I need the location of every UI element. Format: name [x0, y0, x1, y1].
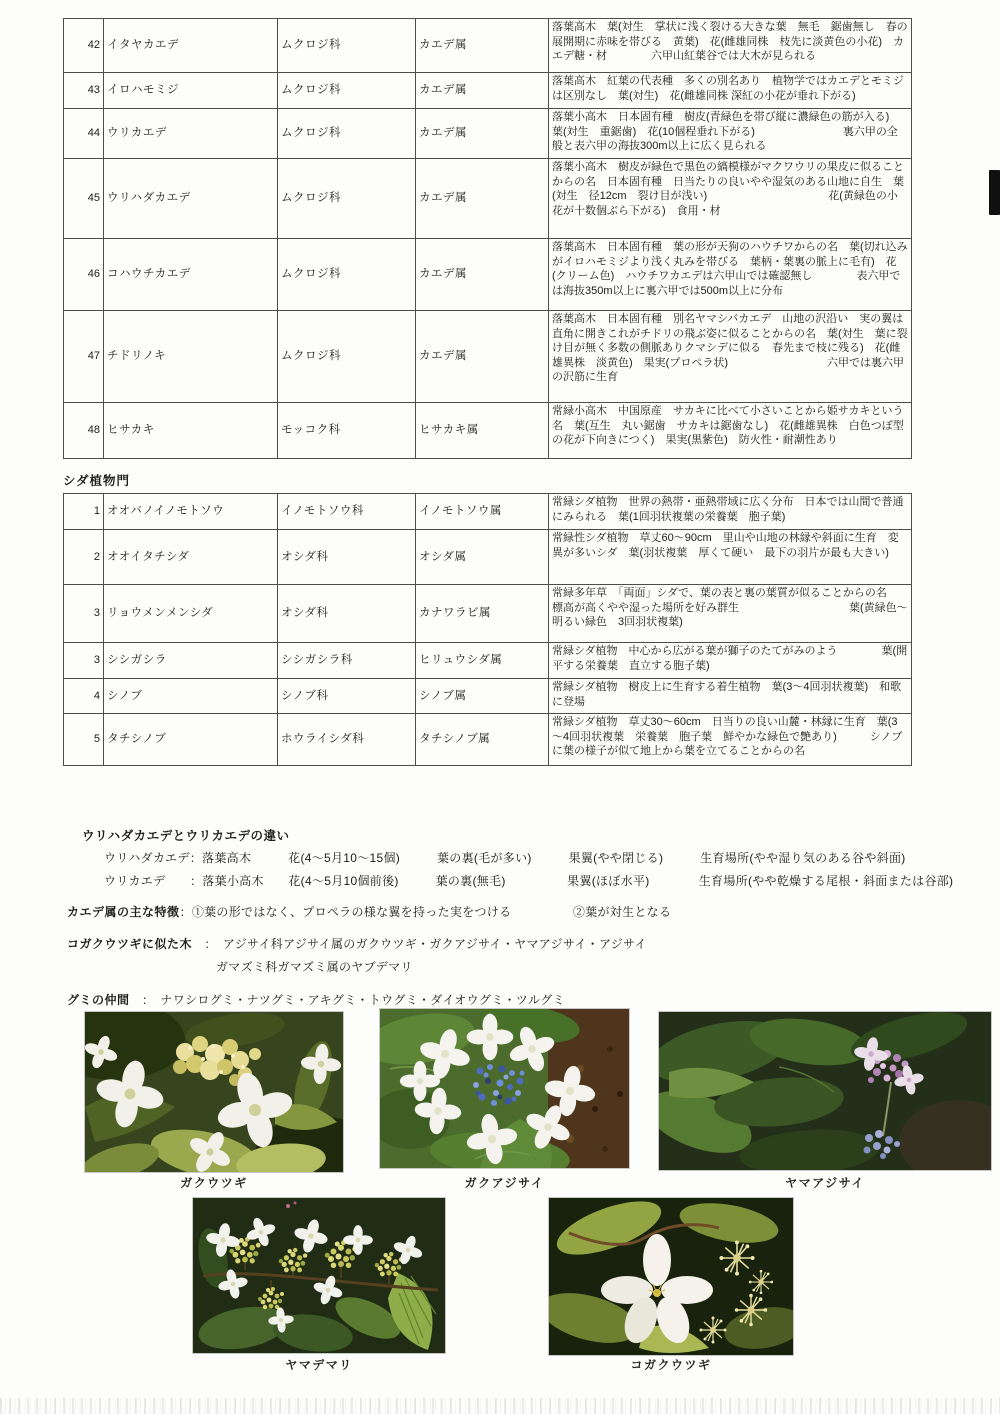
- note-kogakuutsugi-similar: [67, 935, 647, 952]
- cell-no: 43: [64, 73, 104, 109]
- cell-genus: ヒリュウシダ属: [416, 643, 549, 679]
- photo-gakuutsugi: [85, 1012, 343, 1172]
- note-kaede-text: ：①葉の形ではなく、プロペラの様な翼を持った実をつける ②葉が対生となる: [179, 905, 672, 919]
- cell-genus: ヒサカキ属: [416, 403, 549, 459]
- caption-kogakuutsugi: コガクウツギ: [630, 1358, 712, 1372]
- cell-no: 46: [64, 239, 104, 311]
- cell-name: シシガシラ: [104, 643, 278, 679]
- cell-desc: 落葉高木 紅葉の代表種 多くの別名あり 植物学ではカエデとモミジは区別なし 葉(対生) 花(雌雄同株 深紅の小花が垂れ下がる): [549, 73, 912, 109]
- cell-family: モッコク科: [278, 403, 416, 459]
- photo-yamaajisai: [659, 1012, 991, 1170]
- cell-no: 42: [64, 19, 104, 73]
- cell-name: オオバノイノモトソウ: [104, 494, 278, 530]
- caption-yamademari: ヤマデマリ: [285, 1358, 353, 1372]
- scan-artifact-mark: [989, 170, 1000, 215]
- cell-no: 2: [64, 530, 104, 585]
- cell-family: ムクロジ科: [278, 109, 416, 159]
- cell-desc: 落葉高木 葉(対生 掌状に浅く裂ける大きな葉 無毛 鋸歯無し 春の展開期に赤味を帯びる 黄葉) 花(雌雄同株 枝先に淡黄色の小花) カエデ糖・材 六甲山紅葉谷では大木が見られる: [549, 19, 912, 73]
- cell-name: オオイタチシダ: [104, 530, 278, 585]
- cell-no: 1: [64, 494, 104, 530]
- note-gumi-text: ： ナワシログミ・ナツグミ・アキグミ・トウグミ・ダイオウグミ・ツルグミ: [129, 993, 565, 1007]
- fern-table: [63, 493, 912, 766]
- table-row: [64, 73, 912, 109]
- table-row: [64, 679, 912, 714]
- cell-desc: 落葉高木 日本固有種 別名ヤマシバカエデ 山地の沢沿い 実の翼は直角に開きこれがチドリの飛ぶ姿に似ることからの名 葉(対生 葉に裂け目が無く多数の側脈ありクマシデに似る 春先まで枝に残る) 花(雌雄異株 淡黄色) 果実(プロペラ状) 六甲では裏六甲の沢筋に生育: [549, 311, 912, 403]
- cell-name: イタヤカエデ: [104, 19, 278, 73]
- table-row: [64, 530, 912, 585]
- cell-no: 47: [64, 311, 104, 403]
- table-row: [64, 403, 912, 459]
- caption-yamaajisai: ヤマアジサイ: [785, 1176, 865, 1190]
- cell-genus: カナワラビ属: [416, 585, 549, 643]
- cell-desc: 落葉小高木 樹皮が緑色で黒色の縞模様がマクワウリの果皮に似ることからの名 日本固有種 日当たりの良いやや湿気のある山地に自生 葉(対生 径12cm 裂け目が浅い) 花(黄緑色の小花が十数個ぶら下がる) 食用・材: [549, 159, 912, 239]
- cell-name: イロハモミジ: [104, 73, 278, 109]
- table-row: [64, 109, 912, 159]
- cell-genus: カエデ属: [416, 73, 549, 109]
- cell-no: 4: [64, 679, 104, 714]
- table-row: [64, 19, 912, 73]
- cell-desc: 常緑シダ植物 中心から広がる葉が獅子のたてがみのよう 葉(開平する栄養葉 直立する胞子葉): [549, 643, 912, 679]
- cell-desc: 常緑多年草 「両面」シダで、葉の表と裏の葉質が似ることからの名 標高が高くやや湿った場所を好み群生 葉(黄緑色～明るい緑色 3回羽状複葉): [549, 585, 912, 643]
- cell-name: ウリハダカエデ: [104, 159, 278, 239]
- cell-genus: カエデ属: [416, 311, 549, 403]
- cell-no: 5: [64, 714, 104, 766]
- cell-name: シノブ: [104, 679, 278, 714]
- tree-table: [63, 18, 912, 459]
- note-gumi-group: [67, 991, 565, 1008]
- scan-noise-band: [0, 1398, 1000, 1414]
- caption-gakuajisai: ガクアジサイ: [464, 1176, 545, 1190]
- cell-genus: タチシノブ属: [416, 714, 549, 766]
- cell-name: チドリノキ: [104, 311, 278, 403]
- cell-family: ムクロジ科: [278, 159, 416, 239]
- cell-desc: 常緑シダ植物 世界の熱帯・亜熱帯域に広く分布 日本では山間で普通にみられる 葉(1回羽状複葉の栄養葉 胞子葉): [549, 494, 912, 530]
- cell-family: ムクロジ科: [278, 73, 416, 109]
- note-gumi-label: グミの仲間: [67, 993, 130, 1007]
- cell-no: 48: [64, 403, 104, 459]
- cell-no: 3: [64, 643, 104, 679]
- cell-name: リョウメンメンシダ: [104, 585, 278, 643]
- note-diff-line-urihadakaede: ウリハダカエデ：落葉高木 花(4～5月10～15個) 葉の裏(毛が多い) 果翼(やや閉じる) 生育場所(やや湿り気のある谷や斜面): [104, 851, 906, 865]
- cell-family: オシダ科: [278, 530, 416, 585]
- cell-family: シシガシラ科: [278, 643, 416, 679]
- table-row: [64, 159, 912, 239]
- cell-name: タチシノブ: [104, 714, 278, 766]
- cell-family: シノブ科: [278, 679, 416, 714]
- cell-no: 44: [64, 109, 104, 159]
- note-kaede-label: カエデ属の主な特徴: [67, 905, 180, 919]
- note-kogaku-line2: ガマズミ科ガマズミ属のヤブデマリ: [216, 960, 413, 974]
- note-kogaku-label: コガクウツギに似た木: [67, 937, 193, 951]
- photo-yamademari: [193, 1198, 445, 1353]
- table-row: [64, 239, 912, 311]
- note-diff-line-urikaede: ウリカエデ ：落葉小高木 花(4～5月10個前後) 葉の裏(無毛) 果翼(ほぼ水平) 生育場所(やや乾燥する尾根・斜面または谷部): [104, 874, 954, 888]
- cell-family: ムクロジ科: [278, 311, 416, 403]
- note-kogaku-text: ： アジサイ科アジサイ属のガクウツギ・ガクアジサイ・ヤマアジサイ・アジサイ: [192, 937, 647, 951]
- note-kaede-features: [67, 903, 671, 920]
- cell-name: ヒサカキ: [104, 403, 278, 459]
- cell-name: ウリカエデ: [104, 109, 278, 159]
- note-diff-heading: ウリハダカエデとウリカエデの違い: [82, 829, 290, 843]
- cell-family: ムクロジ科: [278, 19, 416, 73]
- cell-name: コハウチカエデ: [104, 239, 278, 311]
- cell-desc: 常緑シダ植物 草丈30～60cm 日当りの良い山麓・林縁に生育 葉(3～4回羽状複葉 栄養葉 胞子葉 鮮やかな緑色で艶あり) シノブに葉の様子が似て地上から葉を立てることからの名: [549, 714, 912, 766]
- cell-genus: カエデ属: [416, 159, 549, 239]
- cell-desc: 常緑シダ植物 樹皮上に生育する着生植物 葉(3～4回羽状複葉) 和歌に登場: [549, 679, 912, 714]
- cell-family: オシダ科: [278, 585, 416, 643]
- cell-desc: 落葉高木 日本固有種 葉の形が天狗のハウチワからの名 葉(切れ込みがイロハモミジより浅く丸みを帯びる 葉柄・葉裏の脈上に毛有) 花(クリーム色) ハウチワカエデは六甲山では確認無し 表六甲では海抜350m以上に裏六甲では500m以上に分布: [549, 239, 912, 311]
- photo-kogakuutsugi: [549, 1198, 793, 1355]
- cell-desc: 常緑性シダ植物 草丈60～90cm 里山や山地の林縁や斜面に生育 変異が多いシダ 葉(羽状複葉 厚くて硬い 最下の羽片が最も大きい): [549, 530, 912, 585]
- cell-family: ムクロジ科: [278, 239, 416, 311]
- cell-genus: オシダ属: [416, 530, 549, 585]
- table-row: [64, 643, 912, 679]
- fern-section-heading: シダ植物門: [63, 474, 131, 488]
- cell-genus: カエデ属: [416, 109, 549, 159]
- table-row: [64, 311, 912, 403]
- cell-desc: 常緑小高木 中国原産 サカキに比べて小さいことから姫サカキという名 葉(互生 丸い鋸歯 サカキは鋸歯なし) 花(雌雄異株 白色つぼ型の花が下向きにつく) 果実(黒紫色) 防火性・耐潮性あり: [549, 403, 912, 459]
- cell-no: 3: [64, 585, 104, 643]
- cell-family: イノモトソウ科: [278, 494, 416, 530]
- table-row: [64, 494, 912, 530]
- caption-gakuutsugi: ガクウツギ: [180, 1176, 248, 1190]
- cell-genus: カエデ属: [416, 239, 549, 311]
- cell-no: 45: [64, 159, 104, 239]
- photo-gakuajisai: [380, 1009, 629, 1168]
- table-row: [64, 585, 912, 643]
- cell-desc: 落葉小高木 日本固有種 樹皮(青緑色を帯び縦に濃緑色の筋が入る) 葉(対生 重鋸歯) 花(10個程垂れ下がる) 裏六甲の全般と表六甲の海抜300m以上に広く見られる: [549, 109, 912, 159]
- table-row: [64, 714, 912, 766]
- cell-genus: イノモトソウ属: [416, 494, 549, 530]
- cell-family: ホウライシダ科: [278, 714, 416, 766]
- cell-genus: カエデ属: [416, 19, 549, 73]
- cell-genus: シノブ属: [416, 679, 549, 714]
